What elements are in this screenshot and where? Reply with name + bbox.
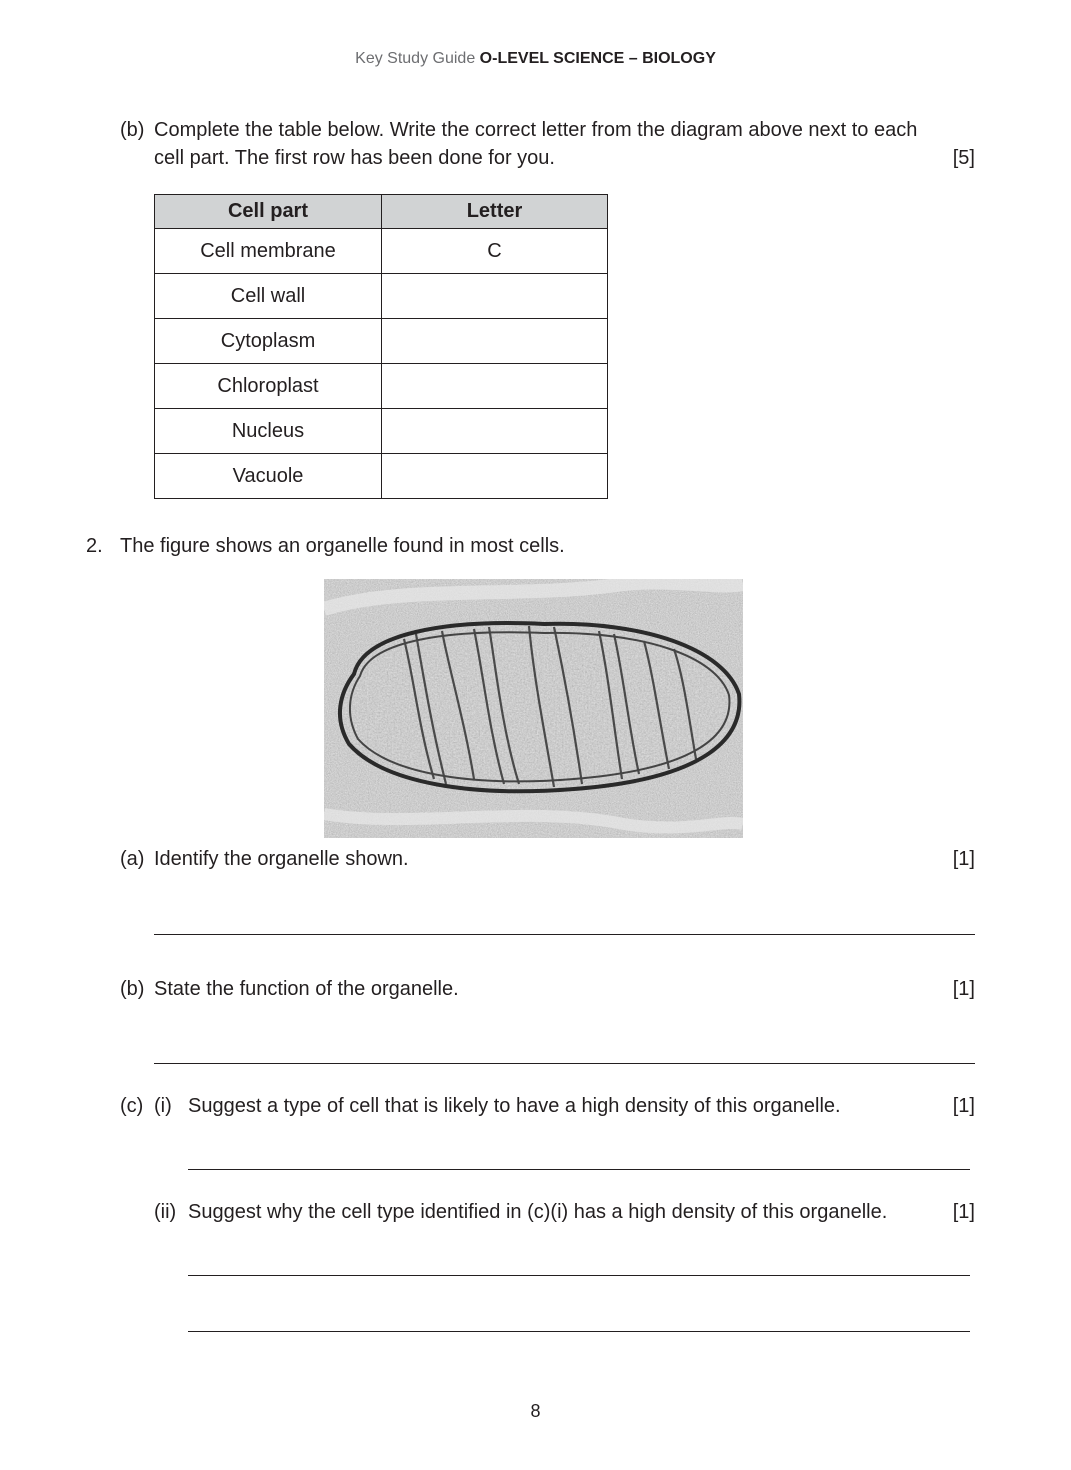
cell-part-name: Chloroplast (155, 364, 382, 409)
q2b-answer-line[interactable] (154, 1063, 975, 1064)
letter-answer-cell[interactable] (382, 454, 608, 499)
table-row (155, 409, 608, 454)
column-header-cell-part: Cell part (155, 195, 382, 229)
cell-part-name: Cytoplasm (155, 319, 382, 364)
q2ci-label: (i) (154, 1095, 172, 1117)
letter-answer-cell[interactable] (382, 274, 608, 319)
table-row (155, 319, 608, 364)
running-header (0, 50, 1071, 68)
q2cii-marks: [1] (952, 1201, 975, 1223)
cell-part-name: Cell wall (155, 274, 382, 319)
q2cii-label: (ii) (154, 1201, 177, 1223)
q2ci-marks: [1] (952, 1095, 975, 1117)
table-row (155, 274, 608, 319)
letter-answer-cell[interactable] (382, 409, 608, 454)
q2ci-answer-line[interactable] (188, 1169, 970, 1170)
q2cii-answer-line-2[interactable] (188, 1331, 970, 1332)
letter-answer-cell[interactable] (382, 364, 608, 409)
table-header-row (155, 195, 608, 229)
q2-stem: The figure shows an organelle found in most cells. (120, 535, 565, 557)
q2a-text: Identify the organelle shown. (154, 848, 409, 870)
q2a-answer-line[interactable] (154, 934, 975, 935)
q2a-label: (a) (120, 848, 145, 870)
q2b-marks: [1] (952, 978, 975, 1000)
q2b-label: (b) (120, 978, 145, 1000)
mitochondrion-micrograph (324, 579, 743, 838)
q2cii-text: Suggest why the cell type identified in (c)(i) has a high density of this organelle. (188, 1201, 888, 1223)
letter-answer-cell: C (382, 229, 608, 274)
q2b-text: State the function of the organelle. (154, 978, 459, 1000)
letter-answer-cell[interactable] (382, 319, 608, 364)
q2ci-text: Suggest a type of cell that is likely to have a high density of this organelle. (188, 1095, 841, 1117)
q2cii-answer-line-1[interactable] (188, 1275, 970, 1276)
q2-number: 2. (86, 535, 103, 557)
micrograph-illustration (324, 579, 743, 838)
header-subject: O-LEVEL SCIENCE – BIOLOGY (479, 50, 716, 67)
table-row (155, 229, 608, 274)
cell-part-name: Cell membrane (155, 229, 382, 274)
table-row (155, 454, 608, 499)
table-row (155, 364, 608, 409)
header-guide-title: Key Study Guide (355, 50, 476, 67)
q2c-label: (c) (120, 1095, 144, 1117)
q1b-label: (b) (120, 119, 145, 141)
q2a-marks: [1] (952, 848, 975, 870)
cell-part-name: Nucleus (155, 409, 382, 454)
cell-part-name: Vacuole (155, 454, 382, 499)
page-number: 8 (530, 1401, 541, 1421)
column-header-letter: Letter (382, 195, 608, 229)
cell-parts-table (154, 194, 608, 499)
q1b-text-line1: Complete the table below. Write the correct letter from the diagram above next to each (154, 119, 918, 141)
q1b-text-line2: cell part. The first row has been done for you. (154, 147, 555, 169)
q1b-marks: [5] (952, 147, 975, 169)
